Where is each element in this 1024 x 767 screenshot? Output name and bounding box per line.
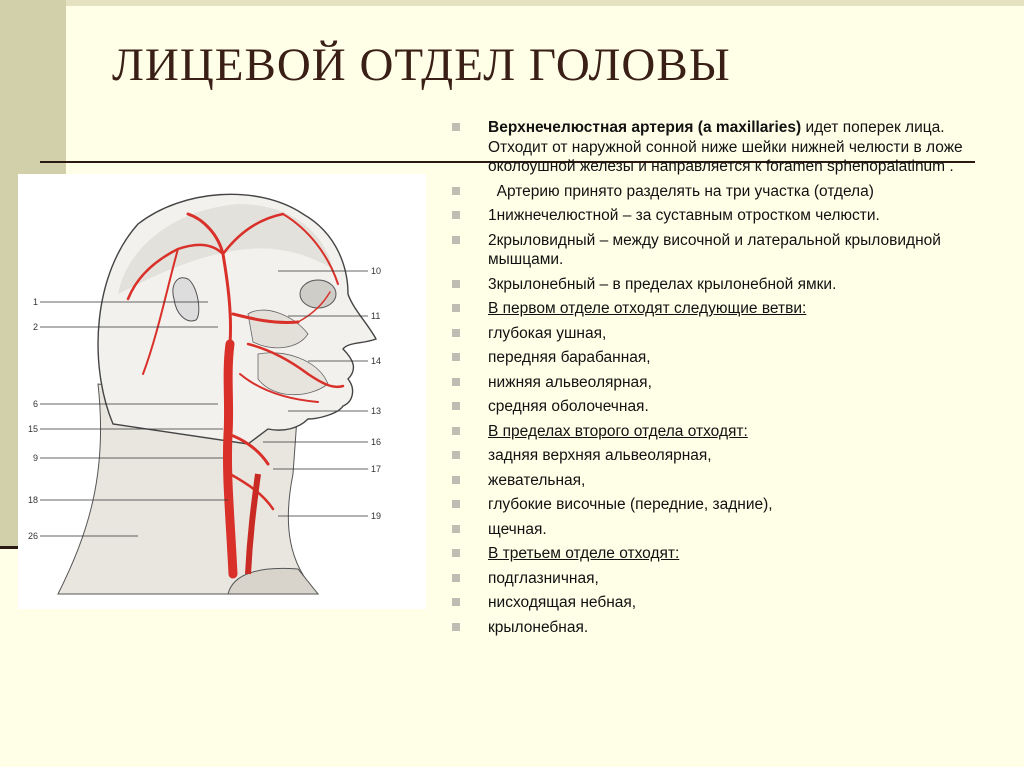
item-text: 3крылонебный – в пределах крылонебной ямки. [488,275,837,293]
list-item [450,544,998,564]
bullet-square-icon [452,378,460,386]
list-item [450,182,998,202]
item-text: глубокие височные (передние, задние), [488,496,773,513]
list-item [450,118,998,177]
top-decor-strip [66,0,1024,6]
bullet-square-icon [452,187,460,195]
list-item [450,324,998,344]
figure-label: 17 [371,464,382,474]
figure-label: 11 [371,311,381,321]
list-item [450,471,998,491]
figure-label: 14 [371,356,382,366]
slide-title: ЛИЦЕВОЙ ОТДЕЛ ГОЛОВЫ [112,39,731,91]
figure-label: 6 [32,399,38,409]
section-heading: В первом отделе отходят следующие ветви: [488,300,807,317]
figure-label: 9 [32,453,38,463]
list-item [450,348,998,368]
list-item [450,231,998,270]
section-heading: В третьем отделе отходят: [488,545,680,562]
anatomy-drawing [18,174,426,609]
bullet-square-icon [452,525,460,533]
bullet-square-icon [452,598,460,606]
list-item [450,373,998,393]
list-item [450,446,998,466]
item-text: Артерию принято разделять на три участка (отдела) [488,182,874,200]
item-text: 1нижнечелюстной – за суставным отростком челюсти. [488,207,880,224]
bullet-square-icon [452,623,460,631]
item-text: идет поперек лица. Отходит от наружной сонной ниже шейки нижней челюсти в ложе околоушной железы и направляется к foramen sphenopalatinum . [488,119,963,175]
bullet-square-icon [452,476,460,484]
left-divider [0,546,18,549]
item-text: подглазничная, [488,569,599,587]
figure-label: 19 [371,511,382,521]
list-item [450,206,998,226]
item-bold: Верхнечелюстная артерия (a maxillaries) [488,119,802,136]
item-text: передняя барабанная, [488,349,651,366]
figure-label: 2 [32,322,38,332]
list-item [450,495,998,515]
bullet-square-icon [452,500,460,508]
item-text: глубокая ушная, [488,324,607,342]
bullet-square-icon [452,304,460,312]
figure-label: 26 [27,531,38,541]
bullet-square-icon [452,353,460,361]
bullet-square-icon [452,211,460,219]
item-text: крылонебная. [488,618,589,636]
item-text: 2крыловидный – между височной и латеральной крыловидной мышцами. [488,231,941,268]
section-heading: В пределах второго отдела отходят: [488,422,748,440]
list-item [450,593,998,613]
figure-label: 15 [27,424,38,434]
artery-description-list [450,118,998,642]
list-item [450,275,998,295]
list-item [450,520,998,540]
bullet-square-icon [452,236,460,244]
item-text: нисходящая небная, [488,594,637,611]
item-text: жевательная, [488,471,586,489]
item-text: средняя оболочечная. [488,398,649,415]
bullet-square-icon [452,280,460,288]
figure-label: 13 [371,406,382,416]
head-arteries-illustration [18,174,426,609]
list-item [450,397,998,417]
item-text: нижняя альвеолярная, [488,373,652,391]
bullet-square-icon [452,329,460,337]
item-text: щечная. [488,520,547,538]
figure-label: 16 [371,437,382,447]
bullet-square-icon [452,427,460,435]
item-text: задняя верхняя альвеолярная, [488,447,712,464]
list-item [450,569,998,589]
list-item [450,618,998,638]
figure-label: 10 [371,266,382,276]
bullet-square-icon [452,574,460,582]
list-item [450,299,998,319]
bullet-square-icon [452,549,460,557]
figure-label: 1 [32,297,38,307]
list-item [450,422,998,442]
bullet-square-icon [452,451,460,459]
bullet-square-icon [452,123,460,131]
bullet-square-icon [452,402,460,410]
figure-label: 18 [27,495,38,505]
